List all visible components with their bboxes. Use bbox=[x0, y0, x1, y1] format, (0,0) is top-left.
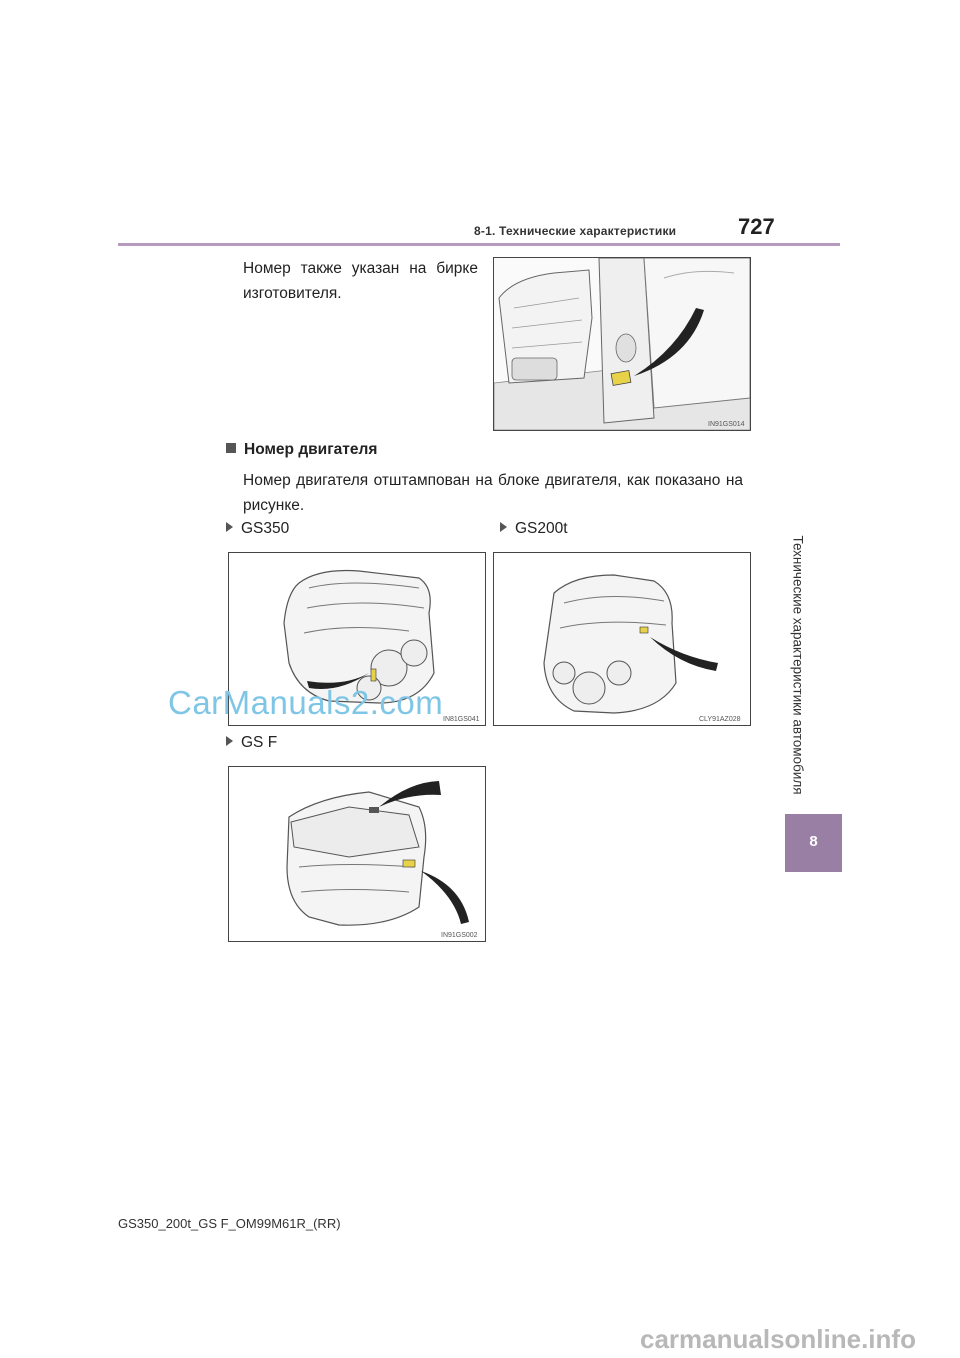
door-pillar-illustration bbox=[494, 258, 750, 430]
footer-model-code: GS350_200t_GS F_OM99M61R_(RR) bbox=[118, 1216, 341, 1231]
square-bullet-icon bbox=[226, 443, 236, 453]
section-title: 8-1. Технические характеристики bbox=[474, 224, 677, 238]
triangle-bullet-icon bbox=[226, 522, 233, 532]
label-gsf: GS F bbox=[226, 734, 277, 752]
page-number: 727 bbox=[738, 214, 775, 239]
watermark-bottom: carmanualsonline.info bbox=[640, 1324, 916, 1354]
label-gs200t: GS200t bbox=[500, 520, 568, 538]
label-highlight bbox=[611, 371, 631, 386]
figure-code: IN91GS014 bbox=[708, 421, 745, 428]
engine-number-paragraph: Номер двигателя отштампован на блоке двигателя, как показано на рисунке. bbox=[243, 472, 743, 514]
watermark-overlay: CarManuals2.com bbox=[168, 684, 444, 721]
gs200t-engine-figure bbox=[493, 552, 751, 726]
figure-code: IN91GS002 bbox=[441, 932, 478, 939]
chapter-tab[interactable] bbox=[785, 814, 842, 872]
label-highlight bbox=[371, 669, 376, 681]
chapter-side-title: Технические характеристики автомобиля bbox=[790, 535, 806, 795]
label-highlight bbox=[403, 860, 415, 867]
door-label-figure bbox=[493, 257, 751, 431]
triangle-bullet-icon bbox=[226, 736, 233, 746]
label-highlight bbox=[640, 627, 648, 633]
gs200t-engine-illustration bbox=[494, 553, 750, 725]
engine-number-heading bbox=[226, 441, 377, 459]
gsf-engine-figure bbox=[228, 766, 486, 942]
triangle-bullet-icon bbox=[500, 522, 507, 532]
intro-paragraph: Номер также указан на бирке изготовителя. bbox=[243, 260, 478, 302]
figure-code: CLY91AZ028 bbox=[699, 716, 741, 723]
heading-text: Номер двигателя bbox=[244, 441, 378, 458]
gsf-engine-illustration bbox=[229, 767, 485, 941]
figure-code: IN81GS041 bbox=[443, 716, 480, 723]
chapter-number: 8 bbox=[809, 833, 818, 850]
label-gs350: GS350 bbox=[226, 520, 289, 538]
header-divider bbox=[118, 243, 840, 246]
